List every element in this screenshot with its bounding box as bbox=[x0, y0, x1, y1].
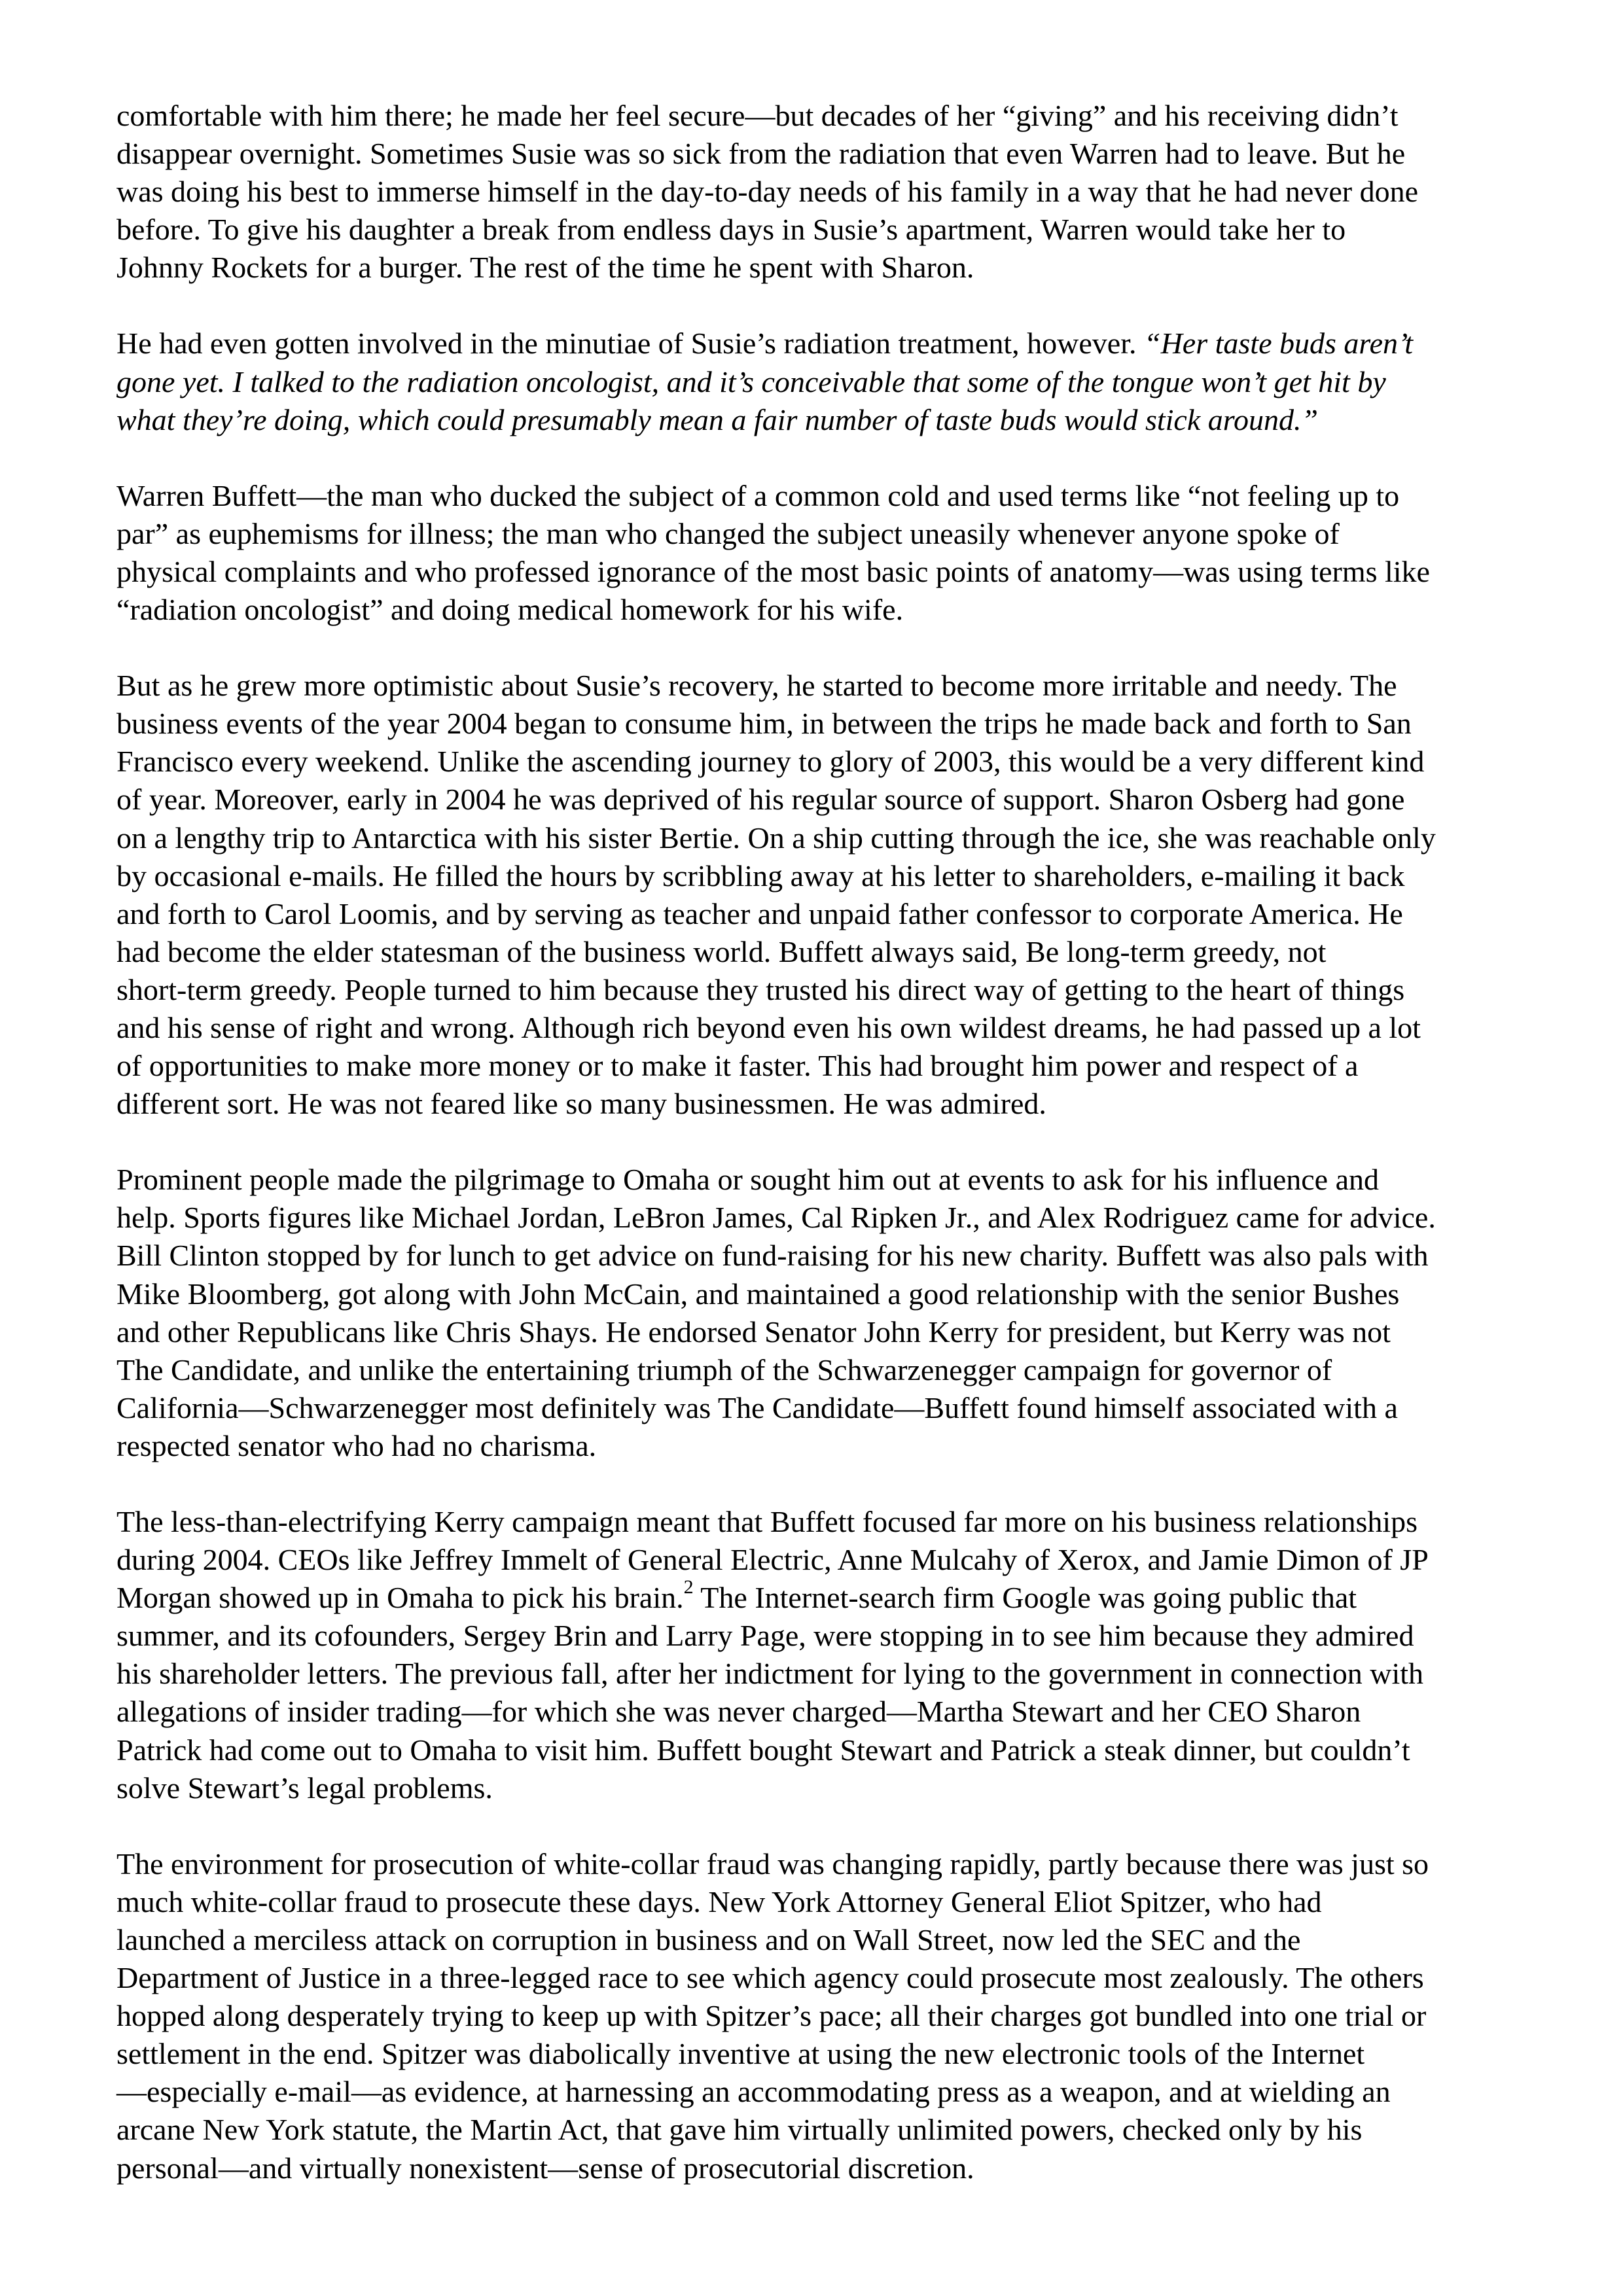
text-run: of year. Moreover, early in 2004 he was deprived of his regular source of support. Sharon Osberg had gone bbox=[116, 783, 1405, 817]
text-line bbox=[116, 1883, 1524, 1921]
text-run: The Internet-search firm Google was going public that bbox=[693, 1581, 1357, 1615]
text-line bbox=[116, 1389, 1524, 1427]
text-run: summer, and its cofounders, Sergey Brin and Larry Page, were stopping in to see him because they admired bbox=[116, 1619, 1414, 1653]
text-run: par” as euphemisms for illness; the man who changed the subject uneasily whenever anyone spoke of bbox=[116, 516, 1340, 550]
italic-quote-text: gone yet. I talked to the radiation oncologist, and it’s conceivable that some of the tongue won’t get hit by bbox=[116, 364, 1386, 398]
text-run: respected senator who had no charisma. bbox=[116, 1428, 597, 1462]
text-run: Department of Justice in a three-legged race to see which agency could prosecute most zealously. The others bbox=[116, 1961, 1424, 1995]
text-line bbox=[116, 515, 1524, 553]
text-line bbox=[116, 1693, 1524, 1731]
text-run: help. Sports figures like Michael Jordan, LeBron James, Cal Ripken Jr., and Alex Rodriguez came for advice. bbox=[116, 1201, 1436, 1235]
text-line bbox=[116, 1997, 1524, 2035]
text-run: Warren Buffett—the man who ducked the subject of a common cold and used terms like “not feeling up to bbox=[116, 478, 1400, 512]
text-run: arcane New York statute, the Martin Act, that gave him virtually unlimited powers, checked only by his bbox=[116, 2113, 1363, 2147]
text-run: launched a merciless attack on corruption in business and on Wall Street, now led the SEC and the bbox=[116, 1922, 1301, 1956]
paragraph-gap bbox=[116, 1465, 1524, 1503]
text-run: different sort. He was not feared like so many businessmen. He was admired. bbox=[116, 1087, 1046, 1121]
text-run: Prominent people made the pilgrimage to Omaha or sought him out at events to ask for his influence and bbox=[116, 1163, 1379, 1197]
text-line bbox=[116, 781, 1524, 819]
text-line bbox=[116, 1275, 1524, 1313]
text-line bbox=[116, 1576, 1524, 1617]
text-line bbox=[116, 743, 1524, 781]
text-run: had become the elder statesman of the business world. Buffett always said, Be long-term greedy, not bbox=[116, 934, 1327, 968]
text-line bbox=[116, 401, 1524, 439]
text-run: and his sense of right and wrong. Although rich beyond even his own wildest dreams, he had passed up a lot bbox=[116, 1010, 1421, 1044]
text-run: during 2004. CEOs like Jeffrey Immelt of General Electric, Anne Mulcahy of Xerox, and Jamie Dimon of JP bbox=[116, 1543, 1429, 1577]
text-run: Bill Clinton stopped by for lunch to get advice on fund-raising for his new charity. Buffett was also pals with bbox=[116, 1239, 1429, 1273]
text-run: “radiation oncologist” and doing medical homework for his wife. bbox=[116, 593, 904, 627]
text-line bbox=[116, 1427, 1524, 1465]
paragraph-gap bbox=[116, 1807, 1524, 1845]
text-run: his shareholder letters. The previous fall, after her indictment for lying to the government in connection with bbox=[116, 1657, 1424, 1691]
footnote-marker: 2 bbox=[683, 1576, 694, 1598]
paragraph bbox=[116, 477, 1524, 629]
text-line bbox=[116, 819, 1524, 857]
text-run: of opportunities to make more money or to make it faster. This had brought him power and respect of a bbox=[116, 1049, 1359, 1083]
text-run: California—Schwarzenegger most definitely was The Candidate—Buffett found himself associated with a bbox=[116, 1390, 1398, 1424]
text-line bbox=[116, 591, 1524, 629]
text-run: comfortable with him there; he made her feel secure—but decades of her “giving” and his receiving didn’t bbox=[116, 99, 1399, 132]
text-line bbox=[116, 1655, 1524, 1693]
text-run: disappear overnight. Sometimes Susie was so sick from the radiation that even Warren had to leave. But he bbox=[116, 137, 1406, 171]
text-run: Morgan showed up in Omaha to pick his brain. bbox=[116, 1581, 684, 1615]
text-line bbox=[116, 325, 1524, 362]
paragraph-gap bbox=[116, 287, 1524, 325]
text-line bbox=[116, 97, 1524, 135]
text-line bbox=[116, 1047, 1524, 1085]
text-run: Mike Bloomberg, got along with John McCain, and maintained a good relationship with the senior Bushes bbox=[116, 1277, 1400, 1311]
text-line bbox=[116, 1769, 1524, 1807]
text-line bbox=[116, 2111, 1524, 2149]
text-run: physical complaints and who professed ignorance of the most basic points of anatomy—was using terms like bbox=[116, 554, 1430, 588]
paragraph bbox=[116, 1503, 1524, 1807]
text-run: Johnny Rockets for a burger. The rest of the time he spent with Sharon. bbox=[116, 251, 974, 285]
text-line bbox=[116, 1959, 1524, 1997]
paragraph-gap bbox=[116, 629, 1524, 667]
text-run: He had even gotten involved in the minutiae of Susie’s radiation treatment, however. bbox=[116, 327, 1144, 361]
text-line bbox=[116, 1731, 1524, 1769]
italic-quote-text: “Her taste buds aren’t bbox=[1143, 327, 1413, 361]
text-line bbox=[116, 2035, 1524, 2073]
text-line bbox=[116, 553, 1524, 591]
text-run: and other Republicans like Chris Shays. He endorsed Senator John Kerry for president, but Kerry was not bbox=[116, 1315, 1391, 1349]
text-line bbox=[116, 135, 1524, 173]
paragraph bbox=[116, 97, 1524, 287]
text-run: The environment for prosecution of white-collar fraud was changing rapidly, partly because there was just so bbox=[116, 1846, 1429, 1881]
paragraph bbox=[116, 1161, 1524, 1465]
text-run: The Candidate, and unlike the entertaining triumph of the Schwarzenegger campaign for governor of bbox=[116, 1352, 1332, 1386]
text-run: Patrick had come out to Omaha to visit him. Buffett bought Stewart and Patrick a steak dinner, but couldn’t bbox=[116, 1733, 1410, 1767]
text-line bbox=[116, 1541, 1524, 1579]
paragraph bbox=[116, 1845, 1524, 2187]
text-line bbox=[116, 1237, 1524, 1275]
paragraph bbox=[116, 325, 1524, 438]
text-line bbox=[116, 933, 1524, 971]
text-line bbox=[116, 667, 1524, 705]
text-run: personal—and virtually nonexistent—sense of prosecutorial discretion. bbox=[116, 2151, 974, 2185]
text-run: But as he grew more optimistic about Susie’s recovery, he started to become more irritable and needy. The bbox=[116, 669, 1397, 703]
text-line bbox=[116, 1161, 1524, 1199]
text-run: —especially e-mail—as evidence, at harnessing an accommodating press as a weapon, and at wielding an bbox=[116, 2075, 1391, 2109]
text-run: settlement in the end. Spitzer was diabolically inventive at using the new electronic tools of the Internet bbox=[116, 2037, 1365, 2071]
text-line bbox=[116, 1085, 1524, 1123]
text-line bbox=[116, 1199, 1524, 1237]
text-line bbox=[116, 1009, 1524, 1047]
text-line bbox=[116, 971, 1524, 1009]
text-line bbox=[116, 1503, 1524, 1541]
text-line bbox=[116, 477, 1524, 515]
text-run: before. To give his daughter a break from endless days in Susie’s apartment, Warren would take her to bbox=[116, 213, 1346, 247]
text-run: hopped along desperately trying to keep up with Spitzer’s pace; all their charges got bundled into one trial or bbox=[116, 1999, 1427, 2033]
text-run: The less-than-electrifying Kerry campaign meant that Buffett focused far more on his business relationships bbox=[116, 1505, 1418, 1538]
text-run: was doing his best to immerse himself in the day-to-day needs of his family in a way that he had never done bbox=[116, 175, 1419, 209]
text-run: solve Stewart’s legal problems. bbox=[116, 1771, 493, 1805]
text-run: short-term greedy. People turned to him because they trusted his direct way of getting to the heart of things bbox=[116, 972, 1405, 1006]
text-run: business events of the year 2004 began to consume him, in between the trips he made back and forth to San bbox=[116, 707, 1412, 741]
text-run: and forth to Carol Loomis, and by serving as teacher and unpaid father confessor to corporate America. He bbox=[116, 896, 1403, 930]
text-line bbox=[116, 857, 1524, 895]
paragraph bbox=[116, 667, 1524, 1123]
text-line bbox=[116, 1617, 1524, 1655]
paragraph-gap bbox=[116, 1123, 1524, 1161]
text-run: by occasional e-mails. He filled the hours by scribbling away at his letter to shareholders, e-mailing it back bbox=[116, 858, 1405, 892]
text-line bbox=[116, 705, 1524, 743]
text-run: Francisco every weekend. Unlike the ascending journey to glory of 2003, this would be a very different kind bbox=[116, 745, 1425, 779]
text-line bbox=[116, 895, 1524, 933]
text-line bbox=[116, 1845, 1524, 1883]
text-line bbox=[116, 1313, 1524, 1351]
text-line bbox=[116, 363, 1524, 401]
text-line bbox=[116, 2149, 1524, 2187]
text-line bbox=[116, 173, 1524, 211]
text-line bbox=[116, 2073, 1524, 2111]
text-run: on a lengthy trip to Antarctica with his sister Bertie. On a ship cutting through the ice, she was reachable only bbox=[116, 821, 1436, 855]
text-line bbox=[116, 249, 1524, 287]
text-line bbox=[116, 1351, 1524, 1389]
italic-quote-text: what they’re doing, which could presumably mean a fair number of taste buds would stick around.” bbox=[116, 402, 1319, 436]
paragraph-gap bbox=[116, 439, 1524, 477]
text-run: much white-collar fraud to prosecute these days. New York Attorney General Eliot Spitzer, who had bbox=[116, 1884, 1322, 1918]
text-line bbox=[116, 1921, 1524, 1959]
text-line bbox=[116, 211, 1524, 249]
text-run: allegations of insider trading—for which she was never charged—Martha Stewart and her CEO Sharon bbox=[116, 1695, 1361, 1729]
page-body bbox=[116, 97, 1524, 2187]
